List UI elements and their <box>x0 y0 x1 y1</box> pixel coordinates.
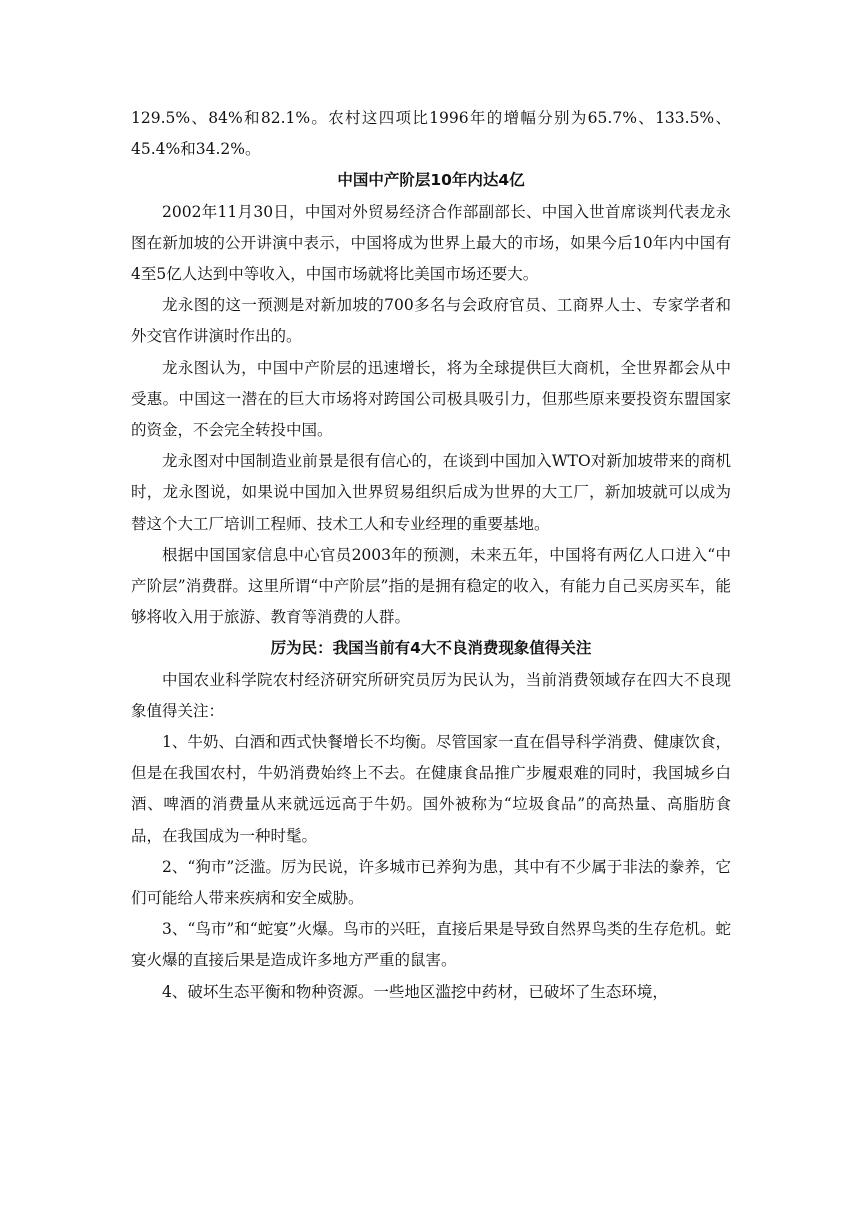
paragraph-item-1-milk-liquor: 1、牛奶、白酒和西式快餐增长不均衡。尽管国家一直在倡导科学消费、健康饮食，但是在我国农村，牛奶消费始终上不去。在健康食品推广步履艰难的同时，我国城乡白酒、啤酒的消费量从来就远远高于牛奶。国外被称为“垃圾食品”的高热量、高脂肪食品，在我国成为一种时髦。 <box>131 733 731 845</box>
paragraph-li-weimin-intro: 中国农业科学院农村经济研究所研究员厉为民认为，当前消费领域存在四大不良现象值得关注： <box>131 670 731 720</box>
paragraph-item-2-dog-market: 2、“狗市”泛滥。厉为民说，许多城市已养狗为患，其中有不少属于非法的豢养，它们可能给人带来疾病和安全威胁。 <box>131 857 731 908</box>
paragraph-growth-rates: 129.5%、84%和82.1%。农村这四项比1996年的增幅分别为65.7%、133.5%、45.4%和34.2%。 <box>131 109 731 159</box>
document-page <box>131 103 731 1008</box>
paragraph-info-center-forecast: 根据中国国家信息中心官员2003年的预测，未来五年，中国将有两亿人口进入“中产阶层”消费群。这里所谓“中产阶层”指的是拥有稳定的收入，有能力自己买房买车，能够将收入用于旅游、教育等消费的人群。 <box>131 545 731 627</box>
paragraph-item-4-ecology: 4、破坏生态平衡和物种资源。一些地区滥挖中药材，已破坏了生态环境， <box>162 982 668 1001</box>
heading-middle-class: 中国中产阶层10年内达4亿 <box>337 171 525 190</box>
paragraph-prediction-audience: 龙永图的这一预测是对新加坡的700多名与会政府官员、工商界人士、专家学者和外交官作讲演时作出的。 <box>131 296 731 346</box>
paragraph-item-3-bird-snake: 3、“鸟市”和“蛇宴”火爆。鸟市的兴旺，直接后果是导致自然界鸟类的生存危机。蛇宴火爆的直接后果是造成许多地方严重的鼠害。 <box>131 920 731 970</box>
paragraph-long-yongtu-speech: 2002年11月30日，中国对外贸易经济合作部副部长、中国入世首席谈判代表龙永图在新加坡的公开讲演中表示，中国将成为世界上最大的市场，如果今后10年内中国有4至5亿人达到中等收入，中国市场就将比美国市场还要大。 <box>131 202 731 284</box>
paragraph-global-opportunity: 龙永图认为，中国中产阶层的迅速增长，将为全球提供巨大商机，全世界都会从中受惠。中国这一潜在的巨大市场将对跨国公司极具吸引力，但那些原来要投资东盟国家的资金，不会完全转投中国。 <box>131 358 731 440</box>
heading-bad-consumption: 厉为民：我国当前有4大不良消费现象值得关注 <box>270 639 592 658</box>
paragraph-manufacturing-outlook: 龙永图对中国制造业前景是很有信心的，在谈到中国加入WTO对新加坡带来的商机时，龙永图说，如果说中国加入世界贸易组织后成为世界的大工厂，新加坡就可以成为替这个大工厂培训工程师、技术工人和专业经理的重要基地。 <box>131 452 731 533</box>
